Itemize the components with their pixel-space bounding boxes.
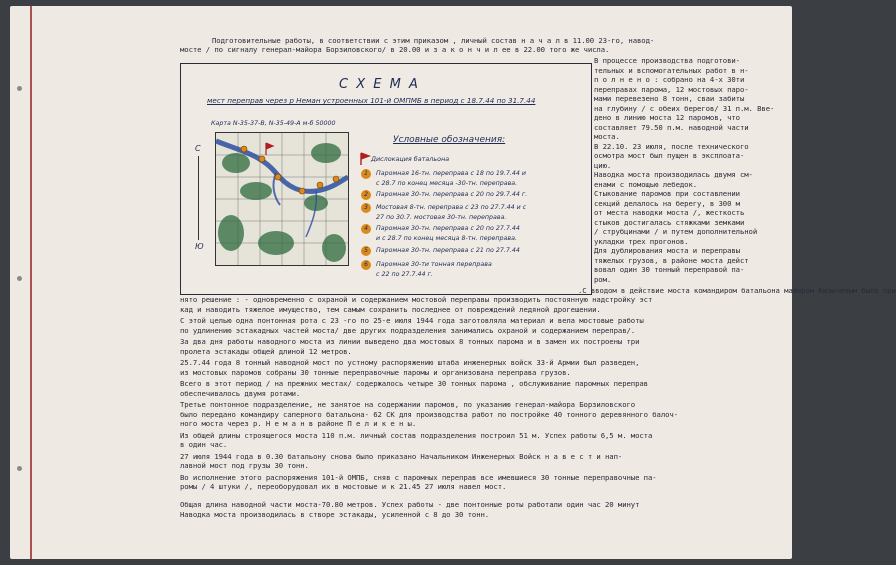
- right-line: / струбцинами / и путем дополнительной: [594, 227, 758, 236]
- right-line: осмотра мост был пущен в эксплоата-: [594, 151, 745, 160]
- right-line: В процессе производства подготови-: [594, 56, 740, 65]
- body-line: ромы / 4 штуки /, переоборудовал их в мостовые и к 21.45 27 июля навел мост.: [180, 482, 507, 491]
- body-line: Всего в этот период / на прежних местах/ содержалось четыре 30 тонных парома , обслуживание паромных переправ: [180, 379, 648, 388]
- legend-item: Мостовая 8-тн. переправа с 23 по 27.7.44 и с: [376, 204, 527, 211]
- schema-title: С Х Е М А: [339, 77, 420, 92]
- legend-item: Паромная 30-тн. переправа с 21 по 27.7.44: [376, 247, 520, 254]
- right-line: моста.: [594, 132, 620, 141]
- right-line: от места наводки моста /, жесткость: [594, 208, 745, 217]
- right-line: секций делалось на берегу, в 300 м: [594, 198, 740, 208]
- right-line: мами перевезено 8 тонн, сваи забиты: [594, 94, 745, 103]
- right-line: ром.: [594, 274, 612, 284]
- legend-title: Условные обозначения:: [393, 135, 506, 145]
- right-line: вовал один 30 тонный переправой па-: [594, 265, 745, 274]
- right-line: переправах парома, 12 мостовых паро-: [594, 84, 749, 94]
- legend-number: 2: [361, 190, 371, 200]
- map-area: [215, 132, 349, 266]
- document-page: [10, 6, 896, 559]
- binder-hole: [17, 86, 22, 91]
- schema-subtitle: мест переправ через р Неман устроенных 101-й ОМПМБ в период с 18.7.44 по 31.7.44: [207, 96, 536, 105]
- right-line: цию.: [594, 160, 612, 170]
- right-line: Наводка моста производилась двумя см-: [594, 170, 753, 179]
- legend-item: и с 28.7 по конец месяца 8-тн. переправа.: [376, 235, 517, 242]
- side-note: .С вводом в действие моста командиром батальона майором Кизыченым было при: [578, 286, 896, 295]
- body-line: Общая длина наводной части моста-70.80 метров. Успех работы - две понтонные роты работали один час 20 минут: [180, 500, 640, 509]
- legend-number: 5: [361, 246, 371, 256]
- body-line: по удлинению эстакадных частей моста/ две других подразделения занимались охраной и содержанием переправ/.: [180, 325, 636, 335]
- compass-north: С: [195, 144, 201, 153]
- header-line-2: мосте / по сигналу генерал-майора Борзиловского/ в 20.00 и з а к о н ч и л ее в 22.00 того же числа.: [180, 45, 610, 54]
- legend-number: 1: [361, 169, 371, 179]
- legend-item: с 28.7 по конец месяца -30-тн. переправа.: [376, 180, 518, 187]
- right-line: укладки трех прогонов.: [594, 236, 689, 246]
- legend-number: 4: [361, 224, 371, 234]
- margin-line: [30, 6, 32, 559]
- body-line: За два дня работы наводного моста из линии выведено два мостовых 8 тонных парома и в замен их построены три: [180, 337, 640, 346]
- legend-item: Паромная 30-тн. переправа с 20 по 29.7.44 г.: [376, 191, 528, 198]
- map-label: Карта N-35-37-В, N-35-49-А м-б 50000: [211, 120, 336, 127]
- legend-item: с 22 по 27.7.44 г.: [376, 271, 433, 278]
- compass-arrow: [198, 156, 199, 240]
- legend-item: Дислокация батальона: [371, 155, 450, 163]
- body-line: кад и наводить тяжелое имущество, тем самым сохранить последнее от повреждений ледяной дрогешении.: [180, 304, 601, 314]
- binder-hole: [17, 276, 22, 281]
- legend-number: 3: [361, 203, 371, 213]
- body-line: из мостовых паромов собраны 30 тонные переправочные паромы и организована переправа грузов.: [180, 367, 571, 377]
- legend-item: Паромная 16-тн. переправа с 18 по 19.7.44 и: [376, 170, 527, 177]
- body-line: Наводка моста производилась в створе эстакады, усиленной с 8 до 30 тонн.: [180, 509, 490, 519]
- body-line: ного моста через р. Н е м а н в районе П е л и к е н ы.: [180, 419, 417, 428]
- legend-item: Паромная 30-тн. переправа с 20 по 27.7.44: [376, 225, 520, 232]
- right-line: дено в линию моста 12 паромов, что: [594, 113, 740, 122]
- body-line: С этой целью одна понтонная рота с 23 -го по 25-е июля 1944 года заготовляла материал и вела мостовые работы: [180, 316, 644, 325]
- body-line: Третье понтонное подразделение, не занятое на содержании паромов, по указанию генерал-майора Борзиловского: [180, 400, 636, 409]
- schema-box: [180, 63, 592, 295]
- map-graphic: [216, 133, 348, 265]
- right-line: Стыкование паромов при составлении: [594, 189, 740, 198]
- right-line: тельных и вспомогательных работ в н-: [594, 65, 749, 75]
- legend-item: 27 по 30.7. мостовая 30-тн. переправа.: [376, 214, 507, 221]
- body-line: было передано командиру саперного батальона- 62 СК для производства работ по постройке 40 тонного деревянного балоч-: [180, 409, 679, 419]
- body-line: пролета эстакады общей длиной 12 метров.: [180, 346, 352, 356]
- body-line: Во исполнение этого распоряжения 101-й ОМПБ, сняв с паромных переправ все имевшиеся 30 тонные переправочные па-: [180, 472, 657, 482]
- flag-icon: [359, 152, 371, 166]
- right-line: п о л н е н о : собрано на 4-х 30ти: [594, 75, 745, 84]
- legend-item: Паромная 30-ти тонная переправа: [376, 261, 492, 268]
- right-line: Для дублирования моста и переправы: [594, 246, 740, 255]
- body-line: обеспечивалось двумя ротами.: [180, 388, 301, 398]
- body-line: в один час.: [180, 440, 228, 449]
- right-line: В 22.10. 23 июля, после технического: [594, 141, 749, 151]
- body-line: 27 июля 1944 года в 0.30 батальону снова было приказано Начальником Инженерных Войск н а в е с т и нап-: [180, 451, 623, 461]
- right-line: составляет 79.50 п.м. наводной части: [594, 122, 749, 132]
- body-line: Из общей длины строящегося моста 110 п.м. личный состав подразделения построил 51 м. Успех работы 6,5 м. моста: [180, 430, 653, 440]
- compass-south: Ю: [195, 242, 204, 251]
- right-line: тяжелых грузов, в районе моста дейст: [594, 255, 749, 265]
- body-line: нято решение : - одновременно с охраной и содержанием мостовой переправы производить постоянную надстройку эст: [180, 295, 653, 304]
- body-line: 25.7.44 года 8 тонный наводной мост по устному распоряжению штаба инженерных войск 33-й Армии был разведен,: [180, 358, 640, 367]
- body-line: лавной мост под грузы 30 тонн.: [180, 461, 309, 470]
- right-line: стыков достигалась стяжками земками: [594, 217, 745, 227]
- binder-hole: [17, 466, 22, 471]
- right-line: енами с помощью лебедок.: [594, 179, 698, 189]
- header-line-1: Подготовительные работы, в соответствии с этим приказом , личный состав н а ч а л в 11.00 23-го, навод-: [212, 36, 655, 45]
- legend-number: 6: [361, 260, 371, 270]
- right-line: на глубину / с обеих берегов/ 31 п.м. Вве-: [594, 103, 775, 113]
